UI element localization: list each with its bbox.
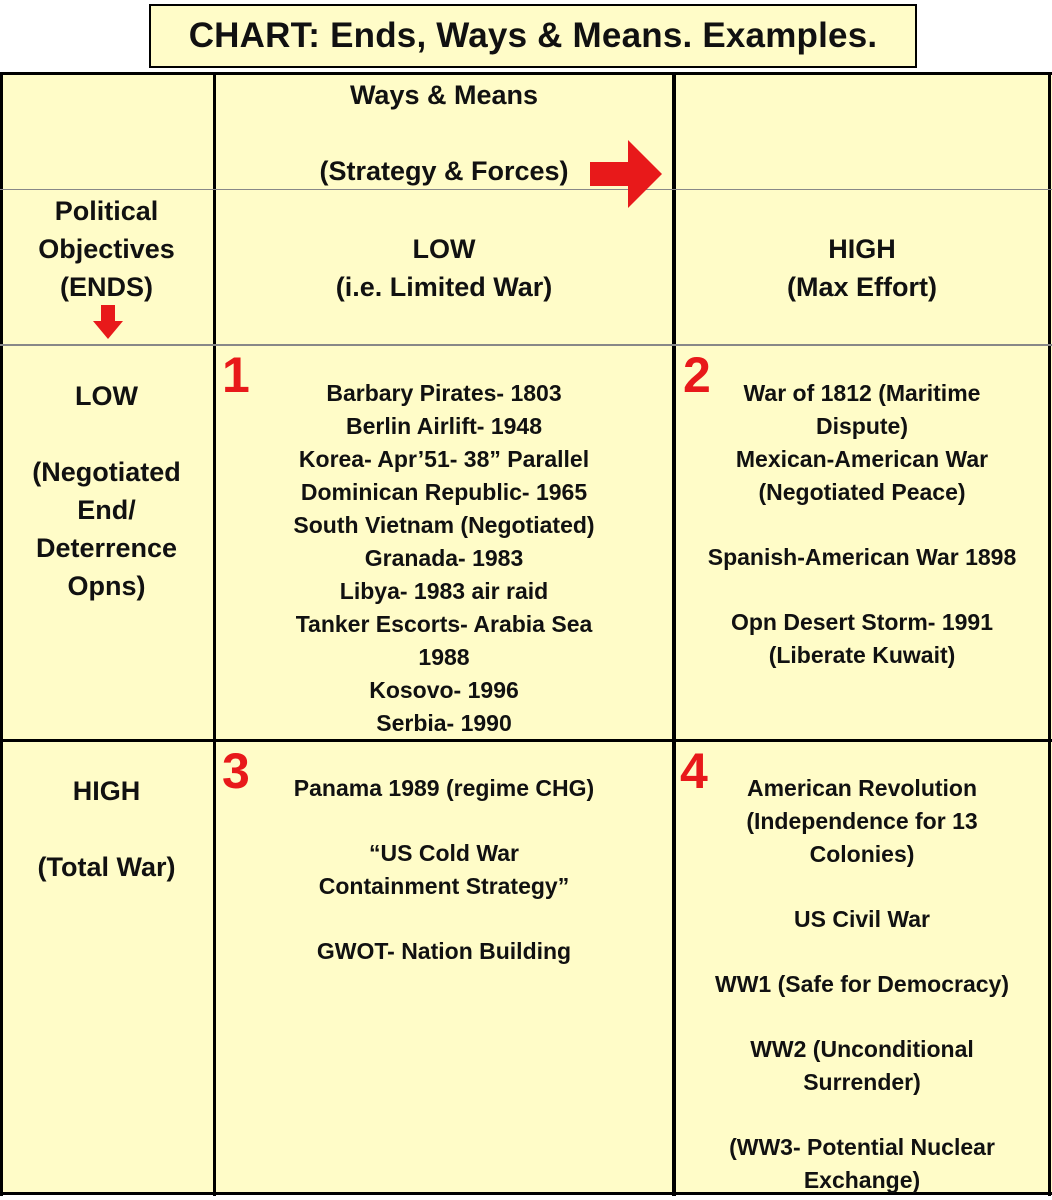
column-header-high <box>676 230 1048 306</box>
quadrant-1-examples <box>216 377 672 740</box>
grid-outer-right <box>1048 72 1051 1196</box>
list-item: Berlin Airlift- 1948 <box>346 413 542 439</box>
list-item: Exchange) <box>803 1167 921 1193</box>
list-item: Granada- 1983 <box>364 545 524 571</box>
list-gap <box>676 871 1048 903</box>
list-item: Panama 1989 (regime CHG) <box>293 775 595 801</box>
list-item: Dispute) <box>816 413 908 439</box>
chart-title: CHART: Ends, Ways & Means. Examples. <box>149 4 917 68</box>
list-item: Colonies) <box>809 841 915 867</box>
row-low-line-5: Opns) <box>67 571 146 601</box>
list-item: Serbia- 1990 <box>376 710 512 736</box>
list-item: GWOT- Nation Building <box>316 938 572 964</box>
row-low-spacer <box>0 415 213 453</box>
list-item: Surrender) <box>803 1069 921 1095</box>
list-item: War of 1812 (Maritime <box>743 380 981 406</box>
list-item: Mexican-American War <box>735 446 989 472</box>
list-item: Libya- 1983 air raid <box>339 578 549 604</box>
list-item: Kosovo- 1996 <box>369 677 519 703</box>
ends-line-1: Political <box>54 196 159 226</box>
list-gap <box>676 1001 1048 1033</box>
list-item: “US Cold War <box>369 840 519 866</box>
list-item: South Vietnam (Negotiated) <box>293 512 595 538</box>
list-gap <box>676 936 1048 968</box>
row-high-sublabel: (Total War) <box>37 852 176 882</box>
list-item: Spanish-American War 1898 <box>707 544 1017 570</box>
column-high-label: HIGH <box>828 234 896 264</box>
list-item: Dominican Republic- 1965 <box>300 479 588 505</box>
list-item: Korea- Apr’51- 38” Parallel <box>298 446 590 472</box>
list-item: Barbary Pirates- 1803 <box>326 380 562 406</box>
list-item: Opn Desert Storm- 1991 <box>730 609 994 635</box>
down-arrow-icon <box>93 305 123 339</box>
row-low-label: LOW <box>75 381 138 411</box>
row-low-line-3: End/ <box>77 495 136 525</box>
quadrant-4-number: 4 <box>680 743 708 799</box>
list-item: Containment Strategy” <box>318 873 570 899</box>
list-item: US Civil War <box>794 906 930 932</box>
list-item: (WW3- Potential Nuclear <box>729 1134 995 1160</box>
row-header-low <box>0 377 213 605</box>
quadrant-1-number: 1 <box>222 347 250 403</box>
ends-line-3: (ENDS) <box>60 272 153 302</box>
list-gap <box>676 509 1048 541</box>
row-header-high <box>0 772 213 886</box>
list-item: Tanker Escorts- Arabia Sea <box>295 611 593 637</box>
list-item: WW2 (Unconditional <box>750 1036 974 1062</box>
list-gap <box>216 805 672 837</box>
column-header-low <box>216 230 672 306</box>
quadrant-3-examples <box>216 772 672 968</box>
ends-line-2: Objectives <box>38 234 175 264</box>
quadrant-4-examples <box>676 772 1048 1197</box>
column-high-sublabel: (Max Effort) <box>787 272 937 302</box>
quadrant-2-examples <box>676 377 1048 672</box>
right-arrow-icon <box>590 140 662 210</box>
list-gap <box>676 574 1048 606</box>
row-low-line-2: (Negotiated <box>32 457 181 487</box>
grid-outer-top <box>0 72 1052 75</box>
quadrant-2-number: 2 <box>683 347 711 403</box>
ways-means-subtitle: (Strategy & Forces) <box>319 156 569 186</box>
list-item: 1988 <box>418 644 470 670</box>
quadrant-3-number: 3 <box>222 743 250 799</box>
list-gap <box>216 903 672 935</box>
list-item: American Revolution <box>746 775 978 801</box>
row-high-label: HIGH <box>72 776 141 806</box>
ends-header <box>0 192 213 306</box>
row-low-line-4: Deterrence <box>35 533 178 563</box>
list-item: (Negotiated Peace) <box>758 479 966 505</box>
list-gap <box>676 1099 1048 1131</box>
grid-horizontal-mid <box>0 344 1052 346</box>
list-item: (Independence for 13 <box>746 808 978 834</box>
column-low-sublabel: (i.e. Limited War) <box>335 272 553 302</box>
column-low-label: LOW <box>412 234 476 264</box>
list-item: (Liberate Kuwait) <box>768 642 956 668</box>
row-high-spacer <box>0 810 213 848</box>
ways-means-title: Ways & Means <box>349 80 539 110</box>
list-item: WW1 (Safe for Democracy) <box>715 971 1009 997</box>
